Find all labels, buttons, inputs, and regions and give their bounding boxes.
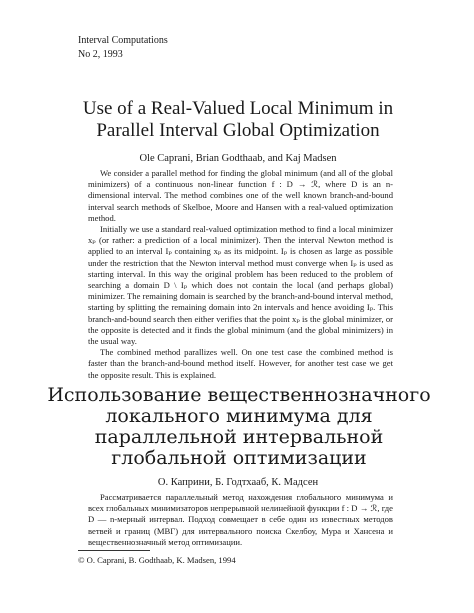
abstract-paragraph: Рассматривается параллельный метод нахождения глобального минимума и всех глобальных минимизаторов непрерывной нелинейной функции f : D → ℛ, где D — n-мерный интервал. Подход совмещает в себе один из известных методов ветвей и границ (МВГ) для интервального поиска Скелбоу, Мура и Хансена и вещественнозначный метод оптимизации.	[88, 492, 393, 547]
abstract-paragraph: The combined method parallizes well. On one test case the combined method is faster than the branch-and-bound method itself. However, for another test case we get the opposite result. This is explained.	[88, 347, 393, 380]
abstract-english	[88, 168, 393, 381]
paper-title-russian: Использование вещественнозначного локального минимума для параллельной интервальной глобальной оптимизации	[47, 384, 431, 469]
abstract-paragraph: Initially we use a standard real-valued optimization method to find a local minimizer xₚ (or rather: a prediction of a local minimizer). Then the interval Newton method is applied to an interval Iₚ containing xₚ as its midpoint. Iₚ is chosen as large as possible under the restriction that the Newton interval method must converge when Iₚ is used as starting interval. In this way the original problem has been reduced to the problem of searching a domain D \ Iₚ which does not contain the local (and perhaps global) minimizer. The remaining domain is searched by the branch-and-bound interval method, starting by splitting the remaining domain into 2n intervals and hence avoiding Iₚ. This branch-and-bound search then either verifies that the point xₚ is the global minimizer, or the opposite is detected and it finds the global minimum (and the global minimizers) in the usual way.	[88, 224, 393, 347]
paper-title-english: Use of a Real-Valued Local Minimum in Parallel Interval Global Optimization	[82, 98, 394, 141]
authors-russian: О. Каприни, Б. Годтхааб, К. Мадсен	[157, 477, 319, 488]
copyright-notice: © O. Caprani, B. Godthaab, K. Madsen, 1994	[78, 555, 236, 565]
abstract-paragraph: We consider a parallel method for finding the global minimum (and all of the global minimizers) of a continuous non-linear function f : D → ℛ, where D is an n-dimensional interval. The method combines one of the well known branch-and-bound interval search methods of Skelboe, Moore and Hansen with a real-valued optimization method.	[88, 168, 393, 223]
journal-header	[78, 34, 168, 62]
journal-name: Interval Computations	[78, 35, 168, 46]
footnote-rule	[78, 550, 150, 551]
abstract-russian	[88, 492, 393, 548]
authors-english: Ole Caprani, Brian Godthaab, and Kaj Madsen	[139, 153, 337, 164]
journal-issue: No 2, 1993	[78, 49, 123, 60]
